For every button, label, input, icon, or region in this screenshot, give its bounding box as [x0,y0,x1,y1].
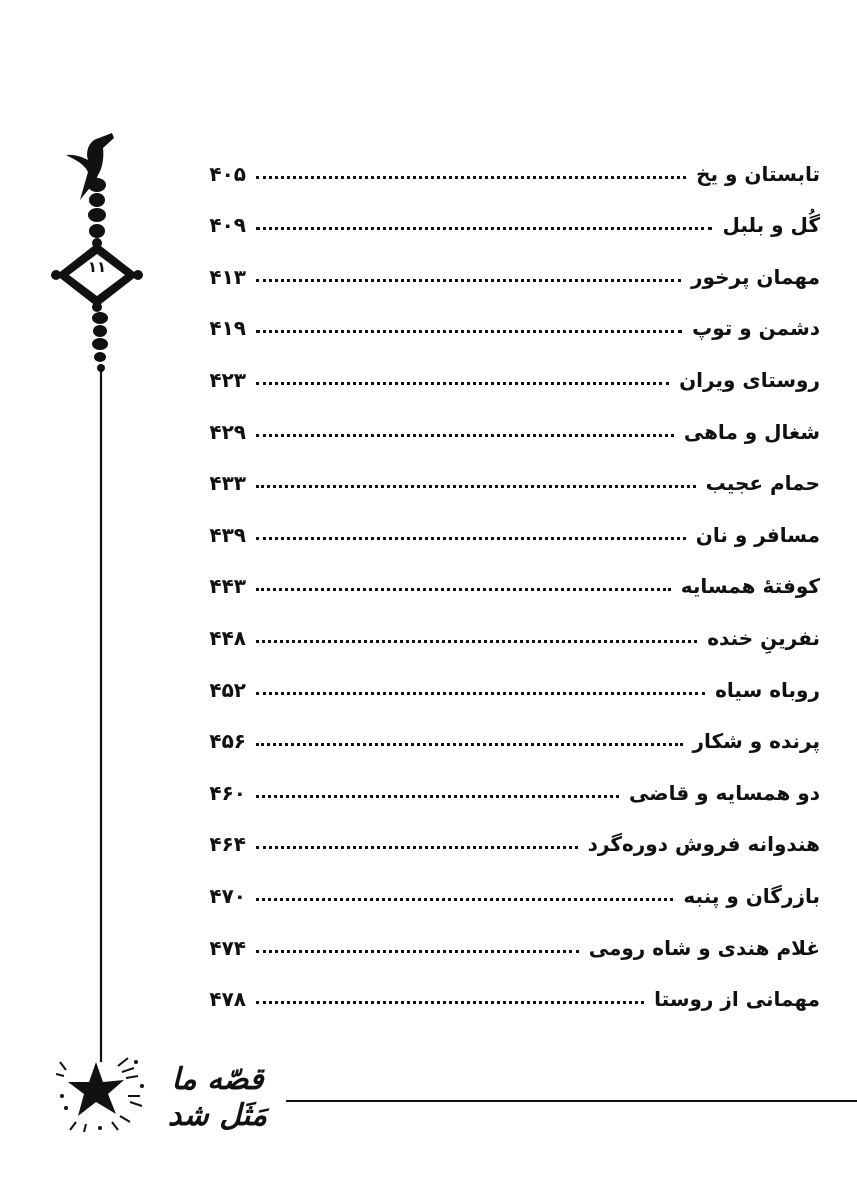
toc-entry [196,398,820,450]
dot-leader [256,795,619,798]
dot-leader [256,950,579,953]
toc-entry [196,604,820,656]
toc-entry [196,243,820,295]
dot-leader [256,537,686,540]
dot-leader [256,434,674,437]
dot-leader [256,846,578,849]
table-of-contents [196,140,820,1017]
toc-entry-page: ۴۳۳ [209,471,246,496]
footer-divider [286,1100,857,1102]
toc-entry-title: هندوانه فروش دوره‌گرد [587,832,820,857]
toc-entry [196,501,820,553]
dot-leader [256,743,683,746]
star-flourish-icon [56,1052,146,1132]
toc-entry [196,862,820,914]
toc-entry-page: ۴۴۸ [209,625,246,650]
dot-leader [256,692,705,695]
toc-entry-page: ۴۷۰ [209,883,246,908]
toc-entry-title: حمام عجیب [705,471,820,496]
dot-leader [256,330,682,333]
toc-entry-page: ۴۵۶ [209,729,246,754]
toc-entry-page: ۴۲۳ [209,367,246,392]
toc-entry [196,140,820,192]
toc-entry [196,811,820,863]
toc-entry-page: ۴۶۴ [209,832,246,857]
toc-entry [196,708,820,760]
toc-entry [196,759,820,811]
toc-entry [196,192,820,244]
bird-ornament-icon [0,0,160,1200]
dot-leader [256,382,669,385]
toc-entry [196,346,820,398]
toc-entry-page: ۴۶۰ [209,780,246,805]
dot-leader [256,485,696,488]
toc-entry-title: کوفتهٔ همسایه [680,574,820,599]
toc-entry [196,553,820,605]
toc-entry-page: ۴۰۵ [209,161,246,186]
toc-entry-page: ۴۱۹ [209,316,246,341]
toc-entry-page: ۴۵۲ [209,677,246,702]
toc-entry-title: مهمانی از روستا [654,987,820,1012]
toc-entry [196,914,820,966]
toc-entry-title: روباه سیاه [715,677,820,702]
toc-entry [196,656,820,708]
toc-entry-title: مسافر و نان [695,522,820,547]
toc-entry-page: ۴۷۴ [209,935,246,960]
dot-leader [256,588,671,591]
dot-leader [256,898,673,901]
toc-entry-title: نفرینِ خنده [707,625,820,650]
dot-leader [256,279,681,282]
toc-entry-page: ۴۳۹ [209,522,246,547]
toc-entry-title: گُل و بلبل [722,213,820,238]
toc-entry-title: مهمان پرخور [691,264,820,289]
toc-entry [196,450,820,502]
toc-entry-title: غلام هندی و شاه رومی [588,935,820,960]
toc-entry [196,966,820,1018]
toc-entry-title: تابستان و یخ [696,161,820,186]
book-title: قصّه ما مَثَل شد [167,1062,268,1133]
toc-entry [196,295,820,347]
toc-entry-page: ۴۱۳ [209,264,246,289]
toc-entry-page: ۴۷۸ [209,987,246,1012]
toc-entry-title: بازرگان و پنبه [683,883,820,908]
toc-entry-title: دو همسایه و قاضی [629,780,820,805]
page-number: ۱۱ [87,258,107,276]
toc-entry-page: ۴۰۹ [209,213,246,238]
dot-leader [256,1001,644,1004]
dot-leader [256,176,686,179]
toc-entry-title: پرنده و شکار [692,729,820,754]
toc-entry-page: ۴۲۹ [209,419,246,444]
toc-entry-title: شغال و ماهی [683,419,820,444]
toc-entry-title: دشمن و توپ [692,316,820,341]
dot-leader [256,640,697,643]
toc-entry-title: روستای ویران [679,367,820,392]
dot-leader [256,227,712,230]
toc-entry-page: ۴۴۳ [209,574,246,599]
